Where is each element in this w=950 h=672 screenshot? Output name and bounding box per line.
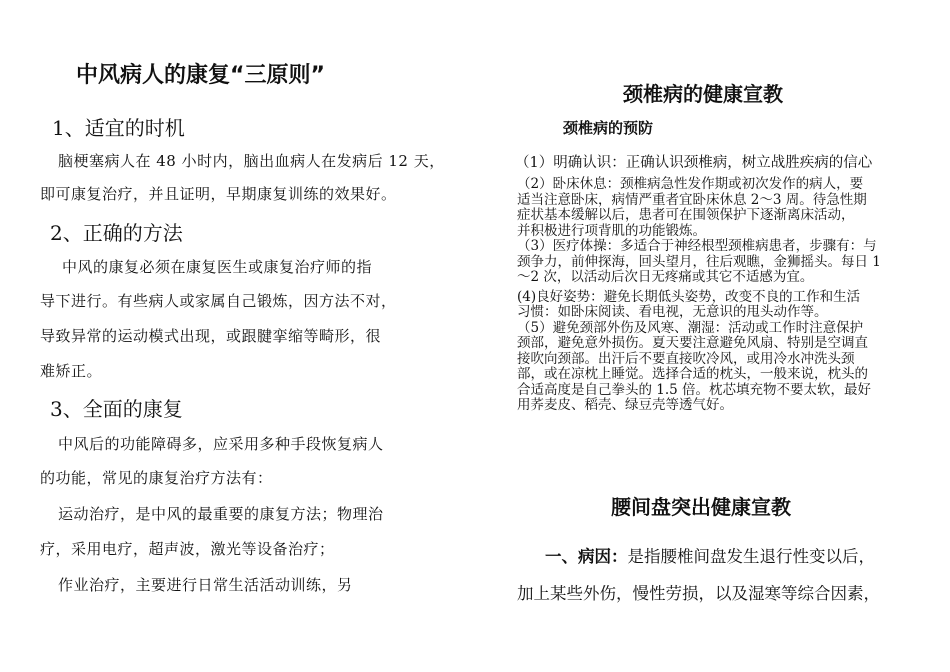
paragraph-line: 中风后的功能障碍多，应采用多种手段恢复病人 [58, 435, 384, 453]
paragraph-line: 用荞麦皮、稻壳、绿豆壳等透气好。 [517, 397, 733, 413]
paragraph-line: 加上某些外伤，慢性劳损，以及湿寒等综合因素， [517, 584, 880, 603]
paragraph-line: （5）避免颈部外伤及风寒、潮湿：活动或工作时注意保护 [517, 319, 864, 336]
article-title: 中风病人的康复“三原则” [76, 63, 325, 88]
paragraph-line: 颈争力，前伸探海，回头望月，往后观瞧，金狮摇头。每日 1 [517, 253, 881, 270]
section-heading-3: 3、全面的康复 [50, 397, 183, 421]
paragraph-line: （2）卧床休息：颈椎病急性发作期或初次发作的病人，要 [517, 176, 864, 192]
paragraph-line: (4)良好姿势：避免长期低头姿势，改变不良的工作和生活 [517, 288, 861, 305]
cause-text: 是指腰椎间盘发生退行性变以后， [627, 547, 875, 566]
paragraph-line: 部，或在凉枕上睡觉。选择合适的枕头，一般来说，枕头的 [517, 366, 868, 382]
paragraph-line: 导致异常的运动模式出现，或跟腱挛缩等畸形，很 [40, 327, 382, 345]
paragraph-line: （3）医疗体操：多适合于神经根型颈椎病患者，步骤有：与 [517, 238, 877, 254]
section-heading-1: 1、适宜的时机 [52, 116, 185, 140]
prevention-items [517, 177, 927, 414]
section-heading-2: 2、正确的方法 [50, 221, 183, 245]
paragraph-line: 即可康复治疗，并且证明，早期康复训练的效果好。 [40, 185, 397, 203]
paragraph-line: 中风的康复必须在康复医生或康复治疗师的指 [62, 258, 373, 276]
paragraph-line: 疗，采用电疗，超声波，激光等设备治疗； [40, 540, 335, 558]
paragraph-line: ～2 次，以活动后次日无疼痛或其它不适感为宜。 [517, 269, 814, 285]
paragraph-line [545, 543, 875, 567]
paragraph-line: 适当注意卧床，病情严重者宜卧床休息 2～3 周。待急性期 [517, 191, 867, 208]
paragraph-line: 作业治疗，主要进行日常生活活动训练，另 [58, 576, 353, 594]
paragraph-line: 颈部，避免意外损伤。夏天要注意避免风扇、特别是空调直 [517, 335, 868, 351]
cause-label: 一、病因： [545, 547, 628, 566]
paragraph-line: 运动治疗，是中风的最重要的康复方法；物理治 [58, 505, 384, 523]
section-title-lumbar: 腰间盘突出健康宣教 [611, 495, 791, 519]
paragraph-line: 接吹向颈部。出汗后不要直接吹冷风，或用冷水冲洗头颈 [517, 350, 855, 367]
paragraph-line: 并积极进行项背肌的功能锻炼。 [517, 222, 706, 239]
paragraph-line: 导下进行。有些病人或家属自己锻炼，因方法不对， [40, 292, 397, 310]
section-title-cervical: 颈椎病的健康宣教 [623, 82, 783, 106]
prevention-item-1: （1）明确认识：正确认识颈椎病，树立战胜疾病的信心 [515, 155, 873, 171]
paragraph-line: 合适高度是自己拳头的 1.5 倍。枕芯填充物不要太软，最好 [517, 381, 872, 398]
paragraph-line: 难矫正。 [40, 362, 103, 380]
paragraph-line: 的功能，常见的康复治疗方法有： [40, 469, 273, 487]
paragraph-line: 症状基本缓解以后，患者可在围领保护下逐渐离床活动， [517, 207, 855, 223]
paragraph-line: 习惯：如卧床阅读、看电视，无意识的甩头动作等。 [517, 304, 828, 320]
paragraph-line: 脑梗塞病人在 48 小时内，脑出血病人在发病后 12 天， [58, 152, 445, 170]
subsection-title-prevention: 颈椎病的预防 [563, 119, 654, 137]
